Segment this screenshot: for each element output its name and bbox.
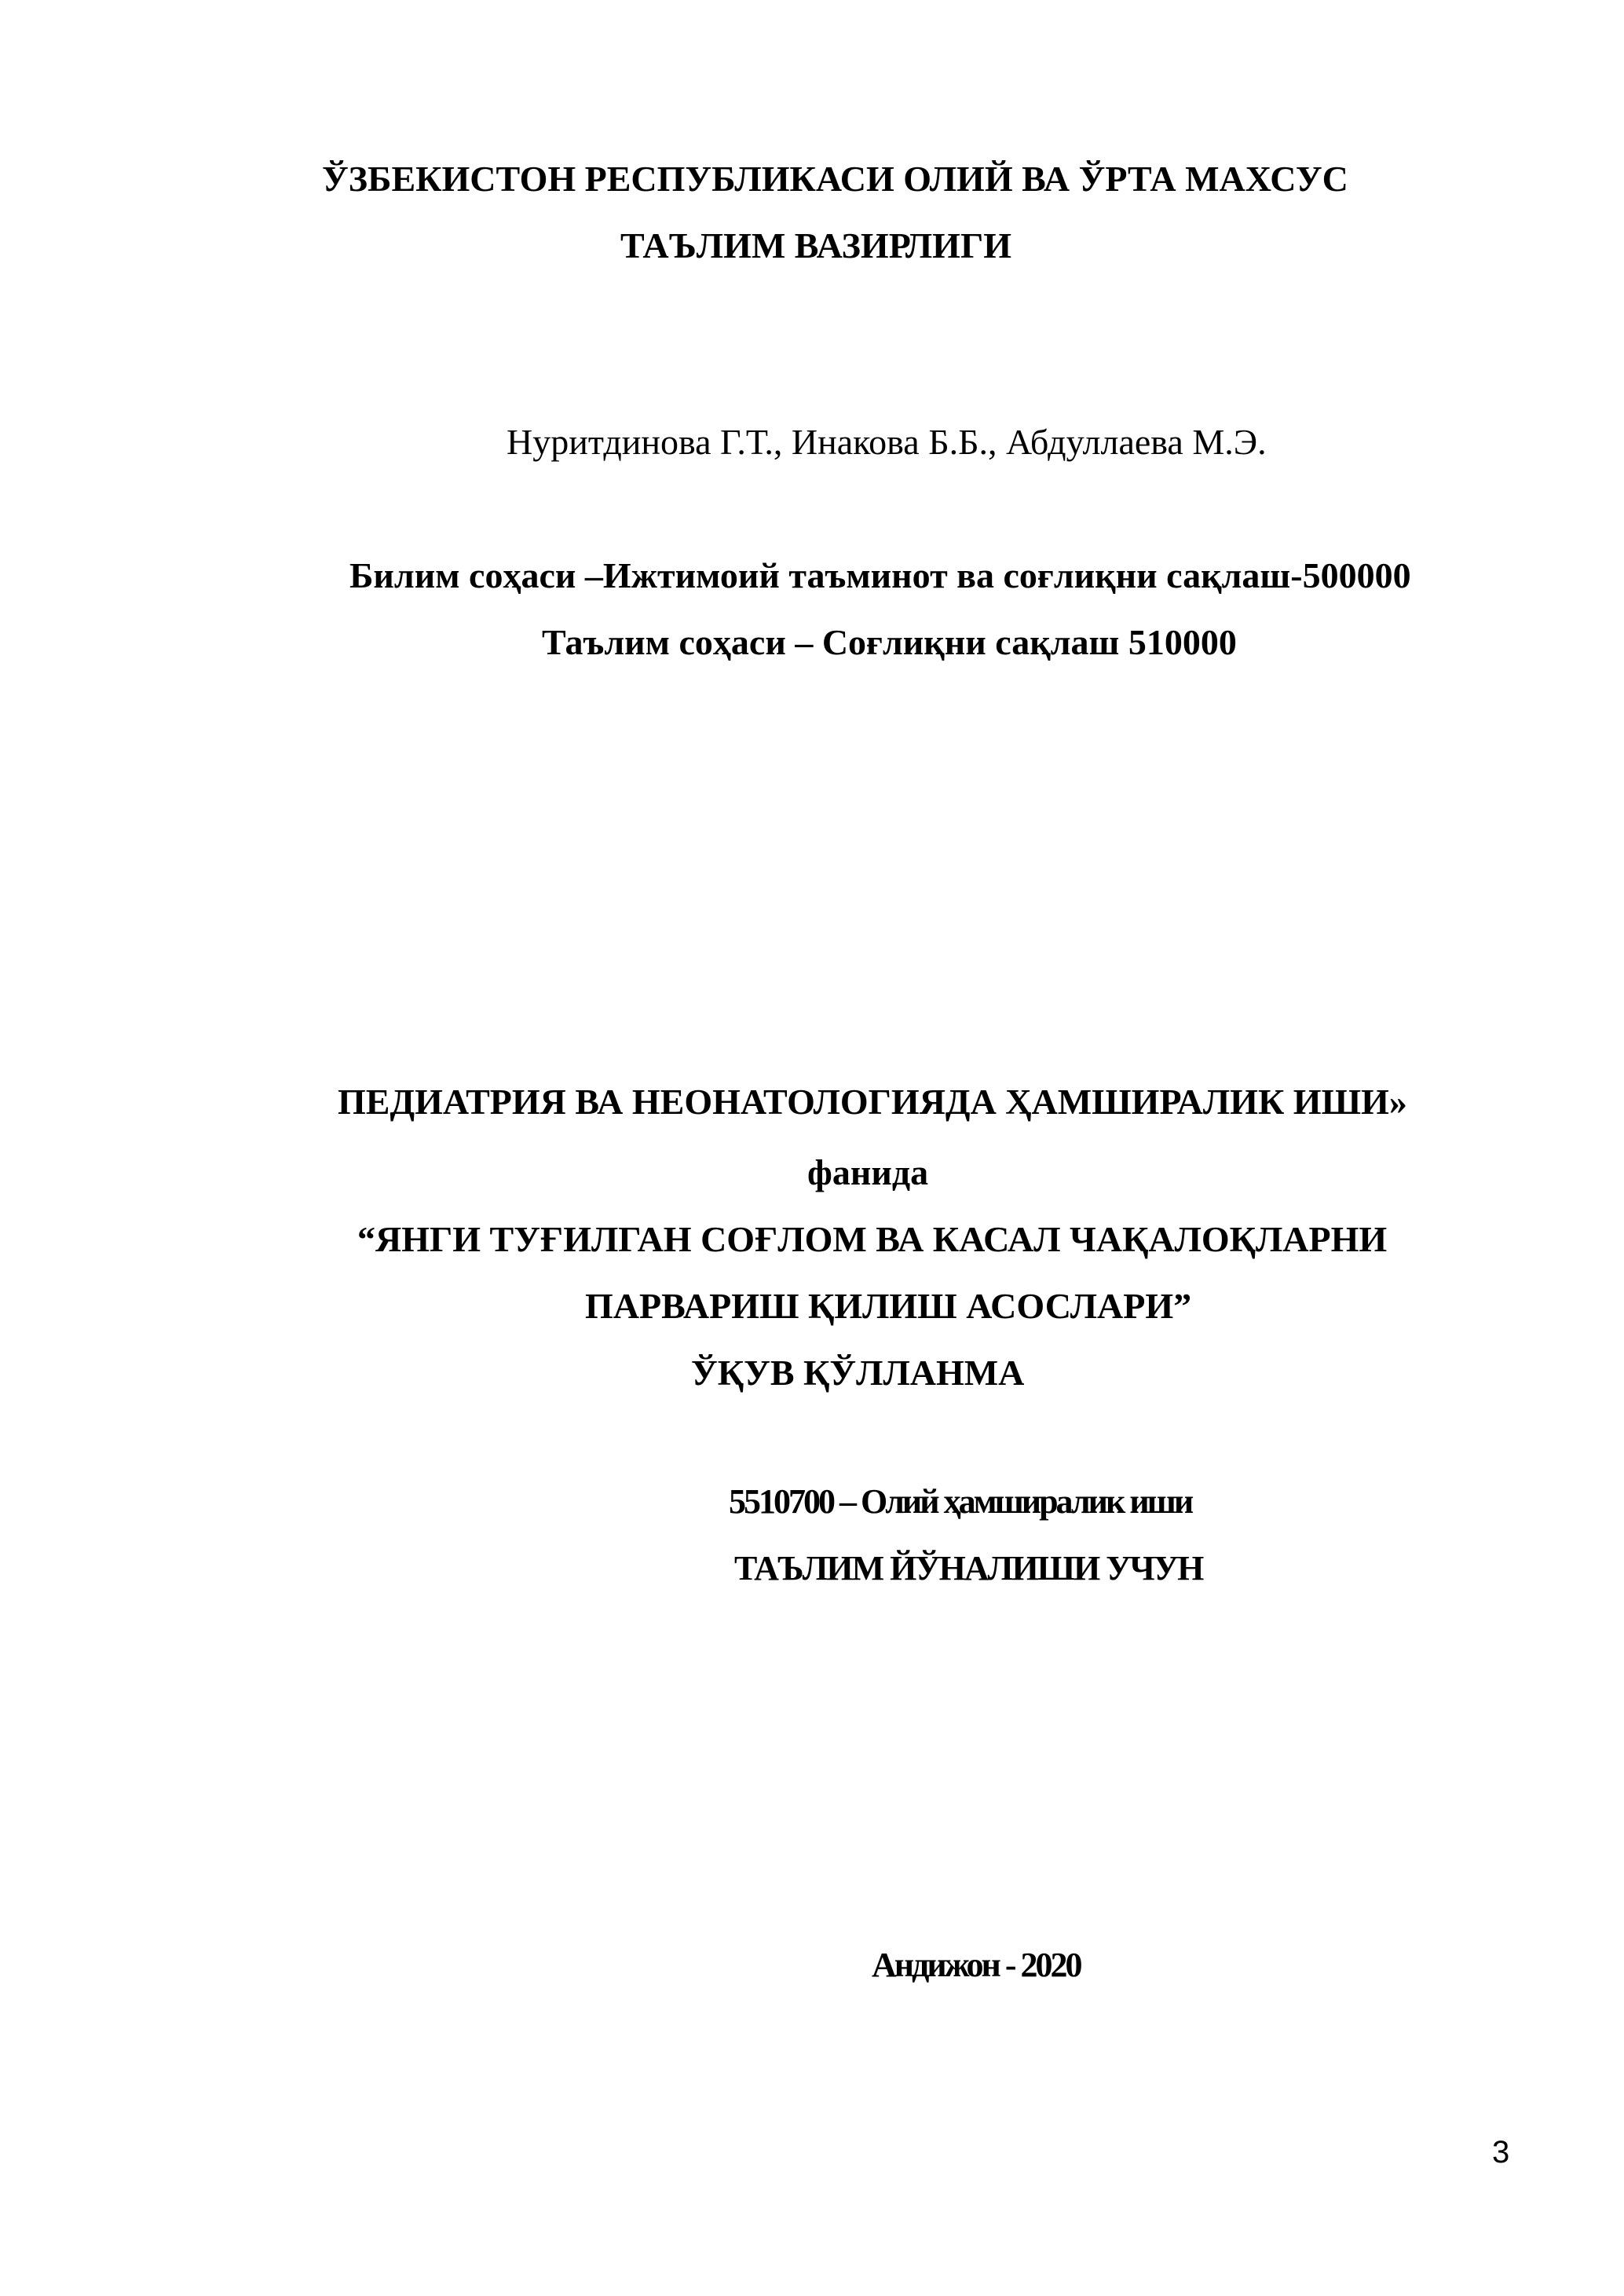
education-field: Таълим соҳаси – Соғлиқни сақлаш 510000 — [542, 622, 1237, 662]
document-type: ЎҚУВ ҚЎЛЛАНМА — [691, 1353, 1025, 1393]
direction-code: 5510700 – Олий ҳамширалик иши — [729, 1482, 1192, 1521]
city-year: Андижон - 2020 — [872, 1946, 1081, 1984]
subject-label: фанида — [807, 1152, 929, 1192]
ministry-heading-line-2: ТАЪЛИМ ВАЗИРЛИГИ — [620, 225, 1012, 265]
document-title-line-2: ПАРВАРИШ ҚИЛИШ АСОСЛАРИ” — [585, 1286, 1192, 1326]
knowledge-field: Билим соҳаси –Ижтимоий таъминот ва соғлиқни сақлаш-500000 — [349, 555, 1411, 595]
page-number: 3 — [1492, 2135, 1510, 2170]
document-title-line-1: “ЯНГИ ТУҒИЛГАН СОҒЛОМ ВА КАСАЛ ЧАҚАЛОҚЛАРНИ — [357, 1219, 1388, 1259]
direction-label: ТАЪЛИМ ЙЎНАЛИШИ УЧУН — [734, 1549, 1203, 1587]
ministry-heading-line-1: ЎЗБЕКИСТОН РЕСПУБЛИКАСИ ОЛИЙ ВА ЎРТА МАХСУС — [322, 159, 1348, 199]
subject-name: ПЕДИАТРИЯ ВА НЕОНАТОЛОГИЯДА ҲАМШИРАЛИК ИШИ» — [338, 1082, 1407, 1122]
authors: Нуритдинова Г.Т., Инакова Б.Б., Абдуллаева М.Э. — [507, 422, 1267, 462]
